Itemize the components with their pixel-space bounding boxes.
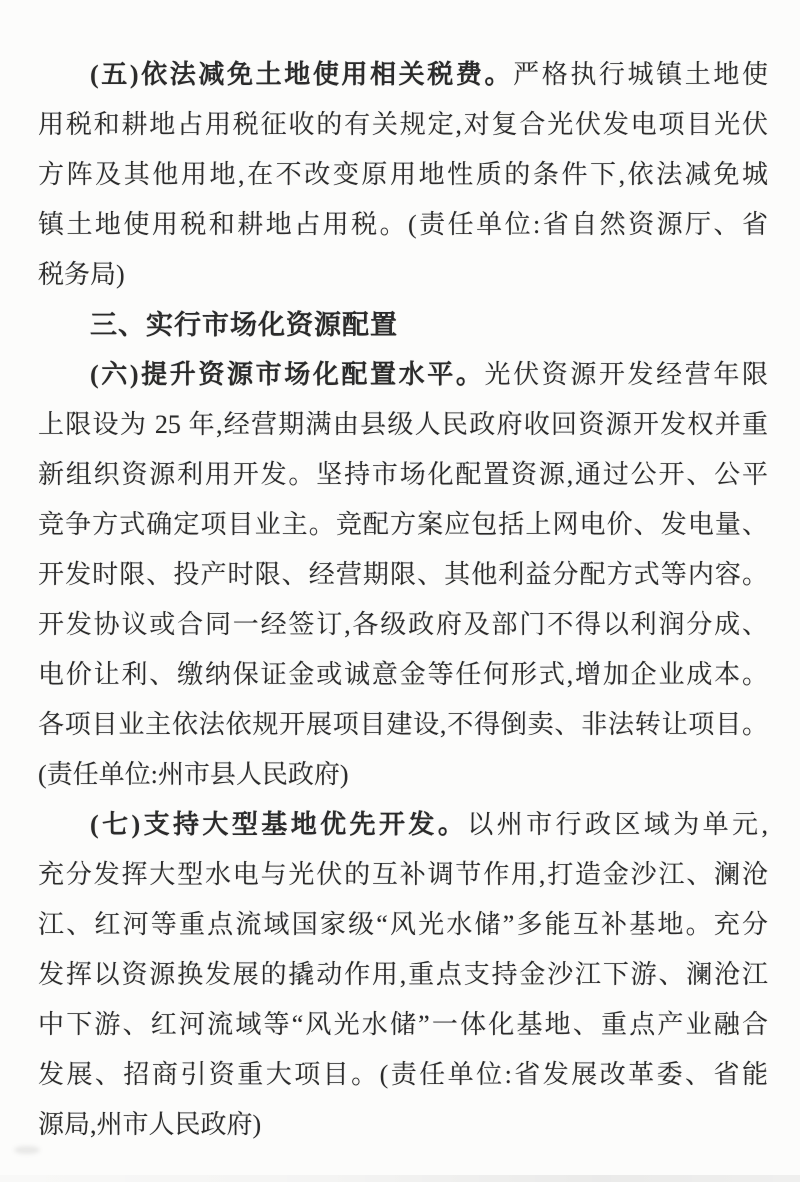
- text-line: [38, 650, 768, 700]
- text-line: [38, 800, 768, 850]
- text-line: [38, 600, 768, 650]
- emphasis-text: (五)依法减免土地使用相关税费。: [90, 60, 514, 89]
- scan-artifact-bottom-edge: [0, 1175, 800, 1182]
- body-text: 镇土地使用税和耕地占用税。(责任单位:省自然资源厅、省: [38, 210, 768, 239]
- body-text: 以州市行政区域为单元,: [467, 810, 768, 839]
- body-text: 发展、招商引资重大项目。(责任单位:省发展改革委、省能: [38, 1060, 768, 1089]
- body-text: 严格执行城镇土地使: [513, 60, 768, 89]
- body-text: 税务局): [38, 260, 125, 289]
- body-text: 新组织资源利用开发。坚持市场化配置资源,通过公开、公平: [38, 460, 768, 489]
- text-line: [38, 100, 768, 150]
- body-text: 源局,州市人民政府): [38, 1110, 262, 1139]
- body-text: 充分发挥大型水电与光伏的互补调节作用,打造金沙江、澜沧: [38, 860, 768, 889]
- text-line: [38, 200, 768, 250]
- text-line: [38, 850, 768, 900]
- text-line: [38, 700, 768, 750]
- text-line: [38, 750, 768, 800]
- text-line: [38, 450, 768, 500]
- body-text: 开发协议或合同一经签订,各级政府及部门不得以利润分成、: [38, 610, 768, 639]
- text-line: [38, 350, 768, 400]
- emphasis-text: 三、实行市场化资源配置: [90, 310, 398, 340]
- body-text: 方阵及其他用地,在不改变原用地性质的条件下,依法减免城: [38, 160, 768, 189]
- text-line: [38, 150, 768, 200]
- text-line: [38, 400, 768, 450]
- body-text: 上限设为 25 年,经营期满由县级人民政府收回资源开发权并重: [38, 410, 768, 439]
- text-line: [38, 50, 768, 100]
- document-text-block: [38, 50, 768, 1150]
- body-text: 各项目业主依法依规开展项目建设,不得倒卖、非法转让项目。: [38, 710, 768, 739]
- emphasis-text: (七)支持大型基地优先开发。: [90, 810, 468, 839]
- body-text: 竞争方式确定项目业主。竞配方案应包括上网电价、发电量、: [38, 510, 768, 539]
- scan-artifact-smudge: [14, 1146, 40, 1154]
- section-heading: [38, 300, 768, 350]
- text-line: [38, 1000, 768, 1050]
- body-text: 开发时限、投产时限、经营期限、其他利益分配方式等内容。: [38, 560, 768, 589]
- body-text: 光伏资源开发经营年限: [484, 360, 768, 389]
- emphasis-text: (六)提升资源市场化配置水平。: [90, 360, 485, 389]
- body-text: 江、红河等重点流域国家级“风光水储”多能互补基地。充分: [38, 910, 768, 939]
- text-line: [38, 500, 768, 550]
- text-line: [38, 250, 768, 300]
- body-text: 中下游、红河流域等“风光水储”一体化基地、重点产业融合: [38, 1010, 768, 1039]
- text-line: [38, 1050, 768, 1100]
- body-text: (责任单位:州市县人民政府): [38, 760, 349, 789]
- text-line: [38, 1100, 768, 1150]
- body-text: 电价让利、缴纳保证金或诚意金等任何形式,增加企业成本。: [38, 660, 768, 689]
- body-text: 发挥以资源换发展的撬动作用,重点支持金沙江下游、澜沧江: [38, 960, 768, 989]
- text-line: [38, 550, 768, 600]
- body-text: 用税和耕地占用税征收的有关规定,对复合光伏发电项目光伏: [38, 110, 768, 139]
- text-line: [38, 900, 768, 950]
- text-line: [38, 950, 768, 1000]
